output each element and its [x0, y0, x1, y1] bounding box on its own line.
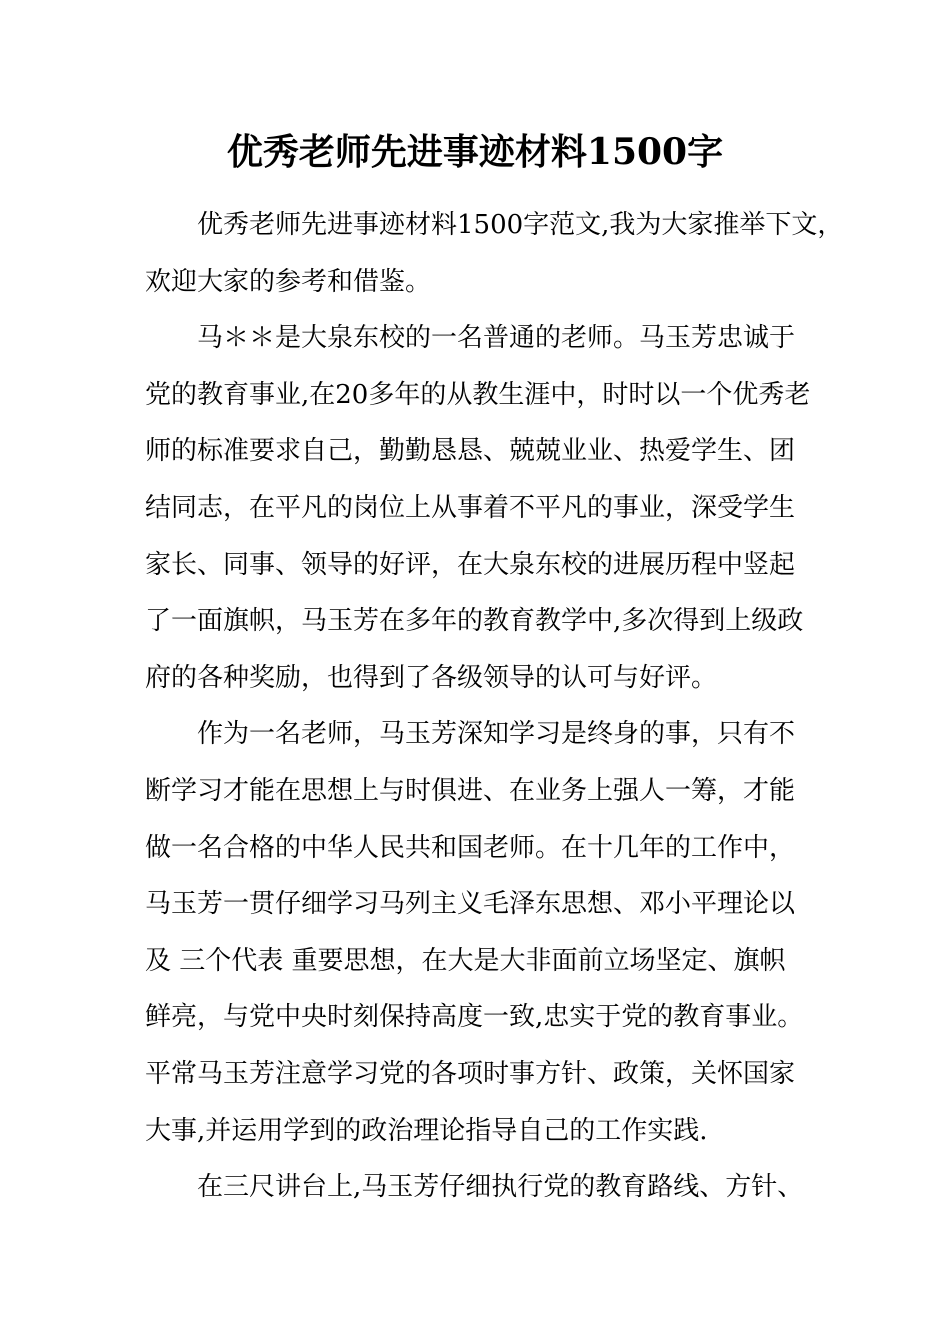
document-title: 优秀老师先进事迹材料1500字: [226, 131, 724, 173]
paragraph-line: 师的标准要求自己，勤勤恳恳、兢兢业业、热爱学生、团: [145, 436, 796, 466]
paragraph-line: 优秀老师先进事迹材料1500字范文,我为大家推举下文，: [197, 210, 844, 240]
paragraph-line: 家长、同事、领导的好评，在大泉东校的进展历程中竖起: [145, 550, 796, 580]
paragraph-line: 做一名合格的中华人民共和国老师。在十几年的工作中，: [145, 833, 796, 863]
paragraph-line: 马＊＊是大泉东校的一名普通的老师。马玉芳忠诚于: [197, 323, 796, 353]
paragraph-line: 了一面旗帜，马玉芳在多年的教育教学中,多次得到上级政: [145, 606, 804, 636]
paragraph-line: 大事,并运用学到的政治理论指导自己的工作实践.: [145, 1116, 708, 1146]
paragraph-line: 在三尺讲台上,马玉芳仔细执行党的教育路线、方针、: [197, 1172, 804, 1202]
paragraph-line: 及 三个代表 重要思想，在大是大非面前立场坚定、旗帜: [145, 946, 786, 976]
paragraph-line: 作为一名老师，马玉芳深知学习是终身的事，只有不: [197, 719, 796, 749]
paragraph-line: 府的各种奖励，也得到了各级领导的认可与好评。: [145, 663, 718, 693]
paragraph-line: 平常马玉芳注意学习党的各项时事方针、政策，关怀国家: [145, 1059, 796, 1089]
paragraph-line: 党的教育事业,在20多年的从教生涯中，时时以一个优秀老: [145, 380, 811, 410]
paragraph-line: 鲜亮，与党中央时刻保持高度一致,忠实于党的教育事业。: [145, 1002, 804, 1032]
paragraph-line: 结同志，在平凡的岗位上从事着不平凡的事业，深受学生: [145, 493, 796, 523]
paragraph-line: 欢迎大家的参考和借鉴。: [145, 267, 432, 297]
paragraph-line: 断学习才能在思想上与时俱进、在业务上强人一筹，才能: [145, 776, 796, 806]
paragraph-line: 马玉芳一贯仔细学习马列主义毛泽东思想、邓小平理论以: [145, 889, 796, 919]
